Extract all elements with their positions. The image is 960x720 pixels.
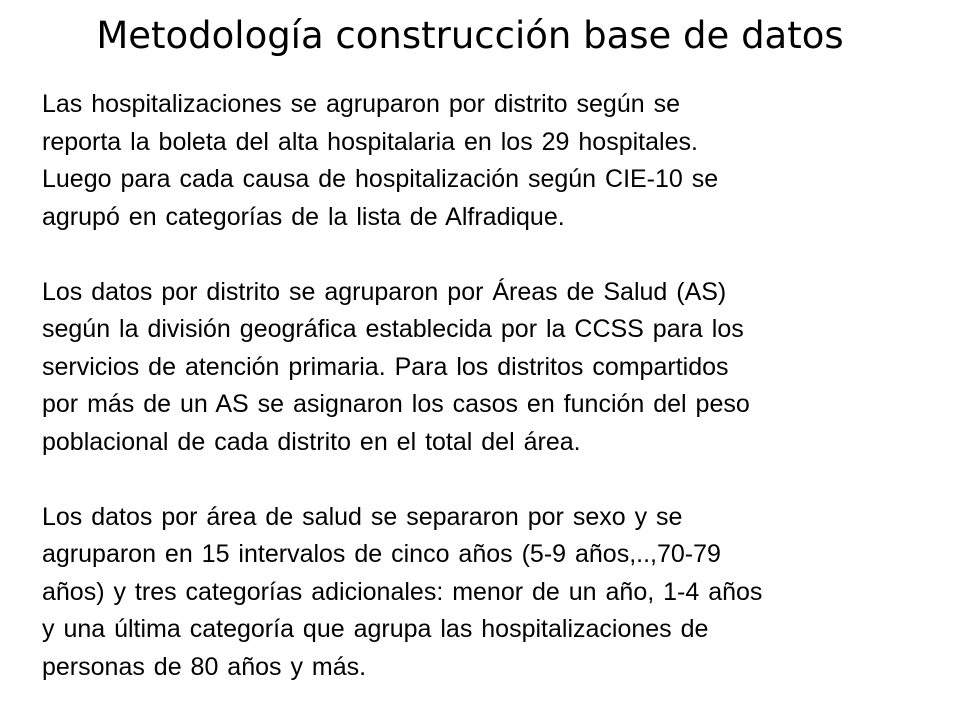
text-line: Luego para cada causa de hospitalización según CIE-10 se: [42, 165, 719, 193]
text-line: agruparon en 15 intervalos de cinco años (5-9 años,..,70-79: [42, 540, 721, 568]
text-line: por más de un AS se asignaron los casos en función del peso: [42, 390, 750, 418]
text-line: según la división geográfica establecida por la CCSS para los: [42, 315, 744, 343]
text-line: años) y tres categorías adicionales: menor de un año, 1-4 años: [42, 577, 763, 606]
text-line: Los datos por área de salud se separaron por sexo y se: [42, 502, 683, 531]
text-line: poblacional de cada distrito en el total del área.: [42, 427, 581, 456]
text-line: reporta la boleta del alta hospitalaria en los 29 hospitales.: [42, 127, 698, 156]
paragraph-age-sex-groups: [42, 499, 947, 687]
slide-body: [42, 86, 947, 686]
text-line: agrupó en categorías de la lista de Alfradique.: [42, 202, 565, 231]
text-line: Los datos por distrito se agruparon por Áreas de Salud (AS): [42, 277, 727, 306]
text-line: Las hospitalizaciones se agruparon por distrito según se: [42, 90, 680, 118]
text-line: personas de 80 años y más.: [42, 652, 367, 681]
text-line: y una última categoría que agrupa las hospitalizaciones de: [42, 615, 709, 643]
text-line: servicios de atención primaria. Para los distritos compartidos: [42, 352, 729, 381]
paragraph-construction-source: [42, 86, 947, 236]
slide-title: Metodología construcción base de datos: [96, 14, 844, 57]
paragraph-health-areas: [42, 274, 947, 462]
